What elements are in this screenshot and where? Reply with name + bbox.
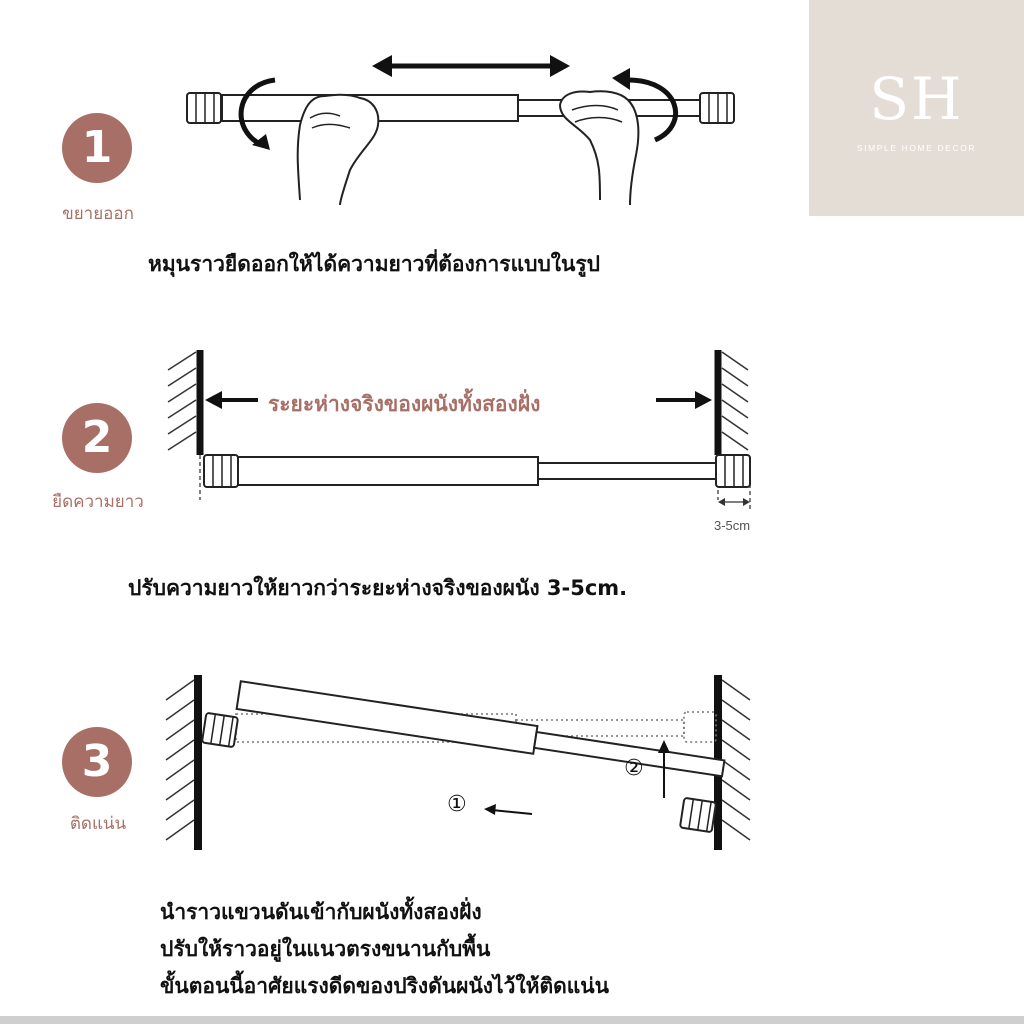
marker-2: ②: [624, 756, 644, 781]
step-2-badge: 2: [62, 403, 132, 473]
step-1-illustration: [0, 0, 1024, 260]
extra-length-note: 3-5cm: [714, 518, 751, 533]
step-3-label: ติดแน่น: [69, 814, 127, 834]
step-3-illustration: [0, 660, 1024, 870]
wall-distance-label: ระยะห่างจริงของผนังทั้งสองฝั่ง: [268, 392, 541, 416]
step-2-caption: ปรับความยาวให้ยาวกว่าระยะห่างจริงของผนัง 3-5cm.: [128, 576, 628, 600]
step-3-caption-line-3: ขั้นตอนนี้อาศัยแรงดีดของปริงดันผนังไว้ให้ติดแน่น: [160, 974, 610, 998]
step-3-badge: 3: [62, 727, 132, 797]
step-3-caption-line-1: นำราวแขวนดันเข้ากับผนังทั้งสองฝั่ง: [160, 900, 482, 924]
marker-1: ①: [447, 792, 467, 817]
step-1-label: ขยายออก: [62, 204, 134, 224]
step-3-caption-line-2: ปรับให้ราวอยู่ในแนวตรงขนานกับพื้น: [160, 937, 491, 961]
brand-tagline: SIMPLE HOME DECOR: [856, 143, 977, 153]
step-1-badge: 1: [62, 113, 132, 183]
step-2-label: ยืดความยาว: [52, 492, 144, 512]
step-2-illustration: [0, 330, 1024, 550]
brand-mark: SH: [869, 65, 964, 133]
bottom-divider: [0, 1016, 1024, 1024]
step-1-caption: หมุนราวยืดออกให้ได้ความยาวที่ต้องการแบบในรูป: [148, 252, 600, 276]
